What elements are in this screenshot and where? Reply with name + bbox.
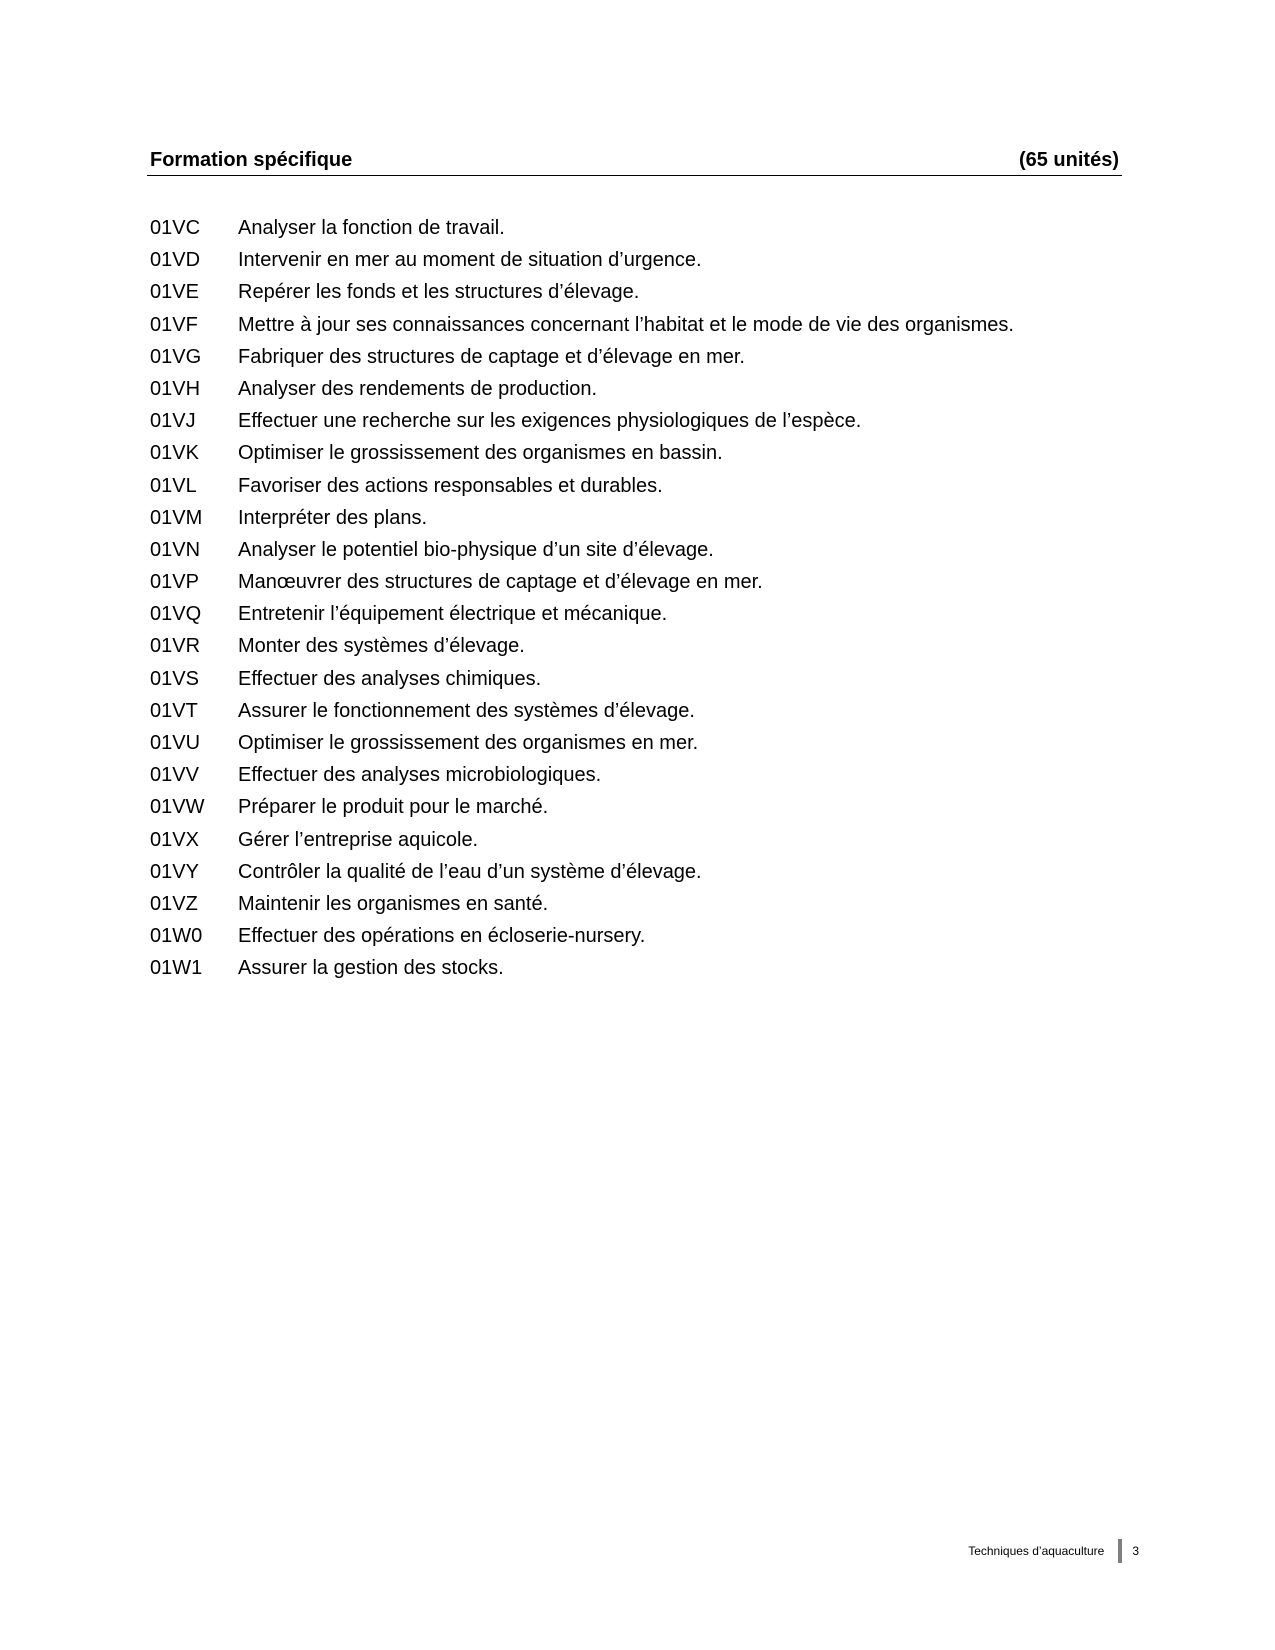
competency-code: 01VL	[150, 474, 197, 497]
competency-code: 01VF	[150, 313, 198, 336]
competency-code: 01VN	[150, 538, 201, 561]
competency-label: Fabriquer des structures de captage et d’élevage en mer.	[238, 345, 745, 368]
competency-code: 01VS	[150, 667, 199, 690]
list-item	[150, 506, 1130, 538]
list-item	[150, 860, 1130, 892]
competency-label: Effectuer une recherche sur les exigences physiologiques de l’espèce.	[238, 410, 862, 433]
competency-code: 01VV	[150, 764, 199, 787]
competency-code: 01VG	[150, 345, 202, 368]
competency-label: Intervenir en mer au moment de situation d’urgence.	[238, 249, 702, 272]
competency-code: 01VR	[150, 635, 201, 658]
list-item	[150, 248, 1130, 280]
list-item	[150, 892, 1130, 924]
list-item	[150, 570, 1130, 602]
competency-code: 01VX	[150, 828, 199, 851]
list-item	[150, 699, 1130, 731]
list-item	[150, 377, 1130, 409]
competency-code: 01VW	[150, 796, 205, 819]
competency-label: Préparer le produit pour le marché.	[238, 796, 549, 819]
competency-label: Favoriser des actions responsables et durables.	[238, 474, 663, 497]
competency-code: 01VQ	[150, 603, 202, 626]
competency-label: Assurer la gestion des stocks.	[238, 957, 504, 980]
page-number: 3	[1132, 1544, 1139, 1558]
competency-label: Optimiser le grossissement des organismes en bassin.	[238, 442, 723, 465]
competency-code: 01VD	[150, 249, 201, 272]
competency-label: Manœuvrer des structures de captage et d’élevage en mer.	[238, 571, 763, 594]
competency-label: Optimiser le grossissement des organismes en mer.	[238, 732, 699, 754]
competency-label: Mettre à jour ses connaissances concernant l’habitat et le mode de vie des organismes.	[238, 313, 1014, 336]
competency-label: Gérer l’entreprise aquicole.	[238, 828, 479, 851]
section-units: (65 unités)	[1018, 149, 1119, 171]
competency-code: 01VK	[150, 442, 199, 465]
competency-label: Contrôler la qualité de l’eau d’un système d’élevage.	[238, 860, 702, 883]
section-header	[147, 148, 1122, 176]
competency-code: 01VJ	[150, 410, 196, 433]
list-item	[150, 828, 1130, 860]
competency-code: 01VE	[150, 281, 199, 304]
list-item	[150, 602, 1130, 634]
list-item	[150, 409, 1130, 441]
list-item	[150, 667, 1130, 699]
competency-label: Effectuer des analyses microbiologiques.	[238, 764, 602, 787]
list-item	[150, 313, 1130, 345]
list-item	[150, 731, 1130, 763]
competency-label: Monter des systèmes d’élevage.	[238, 635, 525, 658]
list-item	[150, 474, 1130, 506]
competency-label: Effectuer des opérations en écloserie-nursery.	[238, 925, 646, 948]
list-item	[150, 763, 1130, 795]
footer-program-title: Techniques d’aquaculture	[968, 1544, 1105, 1558]
competency-code: 01W0	[150, 925, 203, 948]
list-item	[150, 795, 1130, 827]
competency-label: Analyser le potentiel bio-physique d’un site d’élevage.	[238, 538, 714, 561]
competency-code: 01VP	[150, 571, 199, 594]
competency-label: Interpréter des plans.	[238, 506, 427, 529]
competency-code: 01VC	[150, 217, 201, 239]
competency-code: 01VY	[150, 860, 199, 883]
competency-label: Assurer le fonctionnement des systèmes d’élevage.	[238, 699, 695, 722]
list-item	[150, 956, 1130, 988]
list-item	[150, 634, 1130, 666]
list-item	[150, 216, 1130, 248]
list-item	[150, 924, 1130, 956]
list-item	[150, 345, 1130, 377]
competency-label: Analyser des rendements de production.	[238, 377, 598, 400]
competency-code: 01VU	[150, 732, 201, 754]
competency-label: Maintenir les organismes en santé.	[238, 892, 549, 915]
competency-code: 01VM	[150, 506, 203, 529]
competency-code: 01VZ	[150, 892, 198, 915]
competency-label: Effectuer des analyses chimiques.	[238, 667, 542, 690]
competency-label: Analyser la fonction de travail.	[238, 217, 505, 239]
competency-code: 01VH	[150, 377, 201, 400]
list-item	[150, 538, 1130, 570]
section-title: Formation spécifique	[150, 149, 353, 171]
list-item	[150, 441, 1130, 473]
page-footer	[968, 1539, 1139, 1563]
competency-label: Repérer les fonds et les structures d’élevage.	[238, 281, 640, 304]
footer-divider	[1118, 1539, 1122, 1563]
competency-list	[150, 216, 1130, 989]
competency-code: 01W1	[150, 957, 203, 980]
competency-label: Entretenir l’équipement électrique et mécanique.	[238, 603, 668, 626]
list-item	[150, 280, 1130, 312]
competency-code: 01VT	[150, 699, 198, 722]
